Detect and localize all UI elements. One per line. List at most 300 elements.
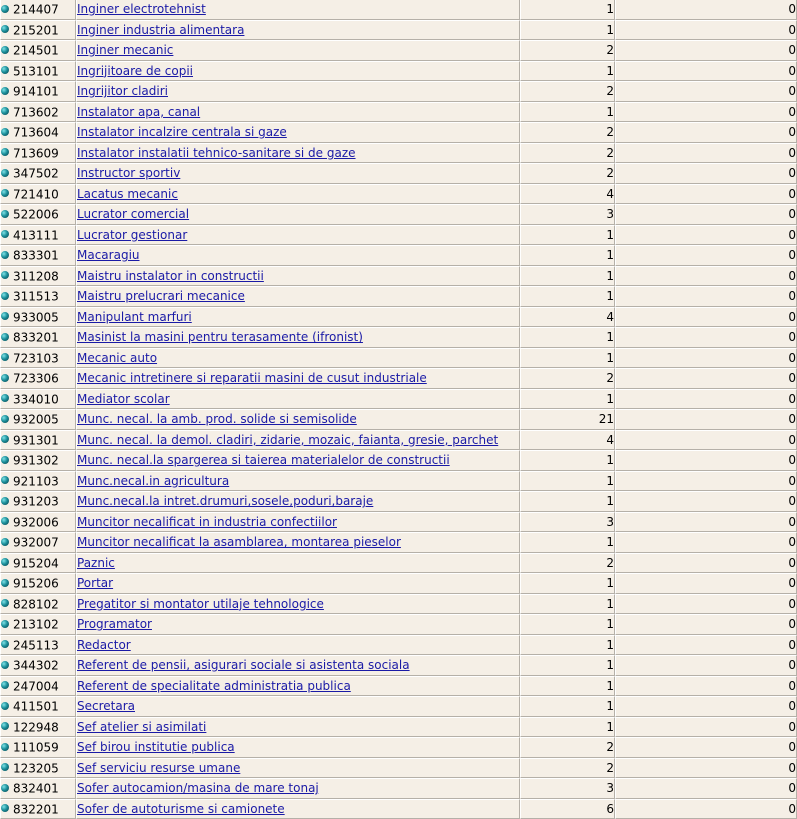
name-cell (76, 81, 520, 102)
table-row (0, 143, 797, 164)
count-secondary-cell: 0 (615, 225, 797, 246)
bullet-icon (1, 210, 9, 218)
count-secondary-cell: 0 (615, 532, 797, 553)
table-row (0, 553, 797, 574)
occupation-link[interactable]: Instalator instalatii tehnico-sanitare si de gaze (77, 146, 356, 160)
name-cell (76, 389, 520, 410)
occupation-code: 832201 (13, 802, 59, 816)
code-cell (0, 225, 76, 246)
name-cell (76, 184, 520, 205)
bullet-icon (1, 25, 9, 33)
occupation-code: 347502 (13, 167, 59, 181)
bullet-icon (1, 169, 9, 177)
table-row (0, 307, 797, 328)
count-cell: 1 (520, 532, 615, 553)
bullet-icon (1, 640, 9, 648)
count-secondary-cell: 0 (615, 40, 797, 61)
count-cell: 4 (520, 307, 615, 328)
occupation-code: 932007 (13, 536, 59, 550)
count-cell: 21 (520, 409, 615, 430)
code-cell (0, 266, 76, 287)
count-secondary-cell: 0 (615, 717, 797, 738)
code-cell (0, 512, 76, 533)
bullet-icon (1, 435, 9, 443)
table-row (0, 368, 797, 389)
count-secondary-cell: 0 (615, 512, 797, 533)
count-cell: 2 (520, 81, 615, 102)
name-cell (76, 737, 520, 758)
occupation-link[interactable]: Sef serviciu resurse umane (77, 761, 240, 775)
table-row (0, 327, 797, 348)
table-row (0, 0, 797, 20)
bullet-icon (1, 558, 9, 566)
name-cell (76, 676, 520, 697)
occupation-code: 713602 (13, 105, 59, 119)
code-cell (0, 0, 76, 20)
table-row (0, 532, 797, 553)
bullet-icon (1, 784, 9, 792)
occupation-code: 833201 (13, 331, 59, 345)
occupation-link[interactable]: Munc. necal. la demol. cladiri, zidarie, mozaic, faianta, gresie, parchet (77, 433, 498, 447)
count-cell: 1 (520, 286, 615, 307)
table-row (0, 163, 797, 184)
count-cell: 1 (520, 102, 615, 123)
count-cell: 1 (520, 717, 615, 738)
count-secondary-cell: 0 (615, 778, 797, 799)
bullet-icon (1, 148, 9, 156)
count-secondary-cell: 0 (615, 573, 797, 594)
occupation-code: 931301 (13, 433, 59, 447)
occupation-code: 931203 (13, 495, 59, 509)
code-cell (0, 327, 76, 348)
occupation-link[interactable]: Muncitor necalificat in industria confectiilor (77, 515, 337, 529)
count-cell: 1 (520, 266, 615, 287)
bullet-icon (1, 394, 9, 402)
bullet-icon (1, 681, 9, 689)
occupation-link[interactable]: Macaragiu (77, 248, 140, 262)
name-cell (76, 696, 520, 717)
name-cell (76, 655, 520, 676)
occupation-link[interactable]: Instructor sportiv (77, 166, 180, 180)
count-cell: 1 (520, 61, 615, 82)
code-cell (0, 122, 76, 143)
count-cell: 1 (520, 471, 615, 492)
occupation-link[interactable]: Muncitor necalificat la asamblarea, montarea pieselor (77, 535, 401, 549)
count-secondary-cell: 0 (615, 348, 797, 369)
occupation-code: 311513 (13, 290, 59, 304)
occupation-link[interactable]: Pregatitor si montator utilaje tehnologice (77, 597, 324, 611)
bullet-icon (1, 538, 9, 546)
occupation-link[interactable]: Inginer mecanic (77, 43, 173, 57)
count-secondary-cell: 0 (615, 0, 797, 20)
bullet-icon (1, 702, 9, 710)
code-cell (0, 594, 76, 615)
bullet-icon (1, 763, 9, 771)
count-secondary-cell: 0 (615, 696, 797, 717)
code-cell (0, 163, 76, 184)
table-row (0, 61, 797, 82)
name-cell (76, 778, 520, 799)
count-cell: 3 (520, 204, 615, 225)
name-cell (76, 20, 520, 41)
count-cell: 1 (520, 614, 615, 635)
count-cell: 1 (520, 348, 615, 369)
name-cell (76, 40, 520, 61)
table-row (0, 655, 797, 676)
count-cell: 3 (520, 778, 615, 799)
count-secondary-cell: 0 (615, 368, 797, 389)
occupation-link[interactable]: Sofer autocamion/masina de mare tonaj (77, 781, 319, 795)
bullet-icon (1, 66, 9, 74)
count-secondary-cell: 0 (615, 102, 797, 123)
count-cell: 1 (520, 573, 615, 594)
name-cell (76, 122, 520, 143)
table-row (0, 635, 797, 656)
table-row (0, 204, 797, 225)
count-cell: 1 (520, 676, 615, 697)
name-cell (76, 0, 520, 20)
occupation-code: 334010 (13, 392, 59, 406)
occupation-link[interactable]: Lucrator gestionar (77, 228, 187, 242)
table-row (0, 409, 797, 430)
count-secondary-cell: 0 (615, 799, 797, 819)
code-cell (0, 40, 76, 61)
count-cell: 3 (520, 512, 615, 533)
count-cell: 2 (520, 758, 615, 779)
table-row (0, 184, 797, 205)
code-cell (0, 430, 76, 451)
bullet-icon (1, 87, 9, 95)
occupation-code: 214501 (13, 44, 59, 58)
code-cell (0, 450, 76, 471)
count-cell: 1 (520, 635, 615, 656)
table-row (0, 614, 797, 635)
code-cell (0, 368, 76, 389)
bullet-icon (1, 128, 9, 136)
code-cell (0, 696, 76, 717)
count-cell: 1 (520, 491, 615, 512)
code-cell (0, 184, 76, 205)
bullet-icon (1, 579, 9, 587)
occupation-code: 723306 (13, 372, 59, 386)
table-row (0, 266, 797, 287)
code-cell (0, 737, 76, 758)
table-row (0, 389, 797, 410)
code-cell (0, 655, 76, 676)
table-row (0, 450, 797, 471)
occupation-code: 713609 (13, 146, 59, 160)
occupation-link[interactable]: Ingrijitoare de copii (77, 64, 193, 78)
count-secondary-cell: 0 (615, 614, 797, 635)
occupation-link[interactable]: Maistru prelucrari mecanice (77, 289, 245, 303)
occupation-link[interactable]: Programator (77, 617, 152, 631)
table-row (0, 512, 797, 533)
occupation-code: 413111 (13, 228, 59, 242)
table-row (0, 122, 797, 143)
table-row (0, 594, 797, 615)
count-secondary-cell: 0 (615, 122, 797, 143)
code-cell (0, 245, 76, 266)
table-row (0, 245, 797, 266)
table-row (0, 20, 797, 41)
code-cell (0, 614, 76, 635)
bullet-icon (1, 353, 9, 361)
occupation-code: 933005 (13, 310, 59, 324)
occupation-code: 721410 (13, 187, 59, 201)
count-secondary-cell: 0 (615, 635, 797, 656)
bullet-icon (1, 456, 9, 464)
bullet-icon (1, 497, 9, 505)
occupation-link[interactable]: Paznic (77, 556, 115, 570)
count-cell: 2 (520, 122, 615, 143)
occupation-code: 123205 (13, 761, 59, 775)
occupation-link[interactable]: Lucrator comercial (77, 207, 189, 221)
occupation-link[interactable]: Lacatus mecanic (77, 187, 178, 201)
count-cell: 2 (520, 368, 615, 389)
occupation-link[interactable]: Maistru instalator in constructii (77, 269, 264, 283)
bullet-icon (1, 743, 9, 751)
count-cell: 1 (520, 655, 615, 676)
code-cell (0, 20, 76, 41)
bullet-icon (1, 230, 9, 238)
count-secondary-cell: 0 (615, 143, 797, 164)
code-cell (0, 553, 76, 574)
table-row (0, 471, 797, 492)
count-secondary-cell: 0 (615, 81, 797, 102)
count-secondary-cell: 0 (615, 389, 797, 410)
occupation-link[interactable]: Sef birou institutie publica (77, 740, 235, 754)
count-secondary-cell: 0 (615, 286, 797, 307)
count-secondary-cell: 0 (615, 204, 797, 225)
count-cell: 1 (520, 450, 615, 471)
count-secondary-cell: 0 (615, 245, 797, 266)
table-row (0, 737, 797, 758)
bullet-icon (1, 107, 9, 115)
count-secondary-cell: 0 (615, 471, 797, 492)
table-row (0, 491, 797, 512)
name-cell (76, 491, 520, 512)
code-cell (0, 307, 76, 328)
name-cell (76, 163, 520, 184)
name-cell (76, 573, 520, 594)
occupation-link[interactable]: Instalator apa, canal (77, 105, 200, 119)
count-cell: 1 (520, 594, 615, 615)
occupation-link[interactable]: Masinist la masini pentru terasamente (ifronist) (77, 330, 363, 344)
count-secondary-cell: 0 (615, 430, 797, 451)
occupation-code: 828102 (13, 597, 59, 611)
code-cell (0, 204, 76, 225)
occupation-code: 245113 (13, 638, 59, 652)
count-cell: 4 (520, 184, 615, 205)
name-cell (76, 471, 520, 492)
code-cell (0, 532, 76, 553)
count-secondary-cell: 0 (615, 491, 797, 512)
name-cell (76, 717, 520, 738)
occupation-link[interactable]: Redactor (77, 638, 131, 652)
table-row (0, 102, 797, 123)
occupation-code: 915206 (13, 577, 59, 591)
code-cell (0, 635, 76, 656)
count-cell: 2 (520, 40, 615, 61)
occupation-code: 832401 (13, 782, 59, 796)
name-cell (76, 143, 520, 164)
bullet-icon (1, 415, 9, 423)
code-cell (0, 717, 76, 738)
bullet-icon (1, 251, 9, 259)
table-row (0, 676, 797, 697)
bullet-icon (1, 271, 9, 279)
code-cell (0, 409, 76, 430)
occupation-code: 122948 (13, 720, 59, 734)
bullet-icon (1, 189, 9, 197)
table-row (0, 348, 797, 369)
count-secondary-cell: 0 (615, 594, 797, 615)
occupation-code: 914101 (13, 85, 59, 99)
code-cell (0, 389, 76, 410)
occupation-code: 513101 (13, 64, 59, 78)
name-cell (76, 245, 520, 266)
bullet-icon (1, 661, 9, 669)
count-cell: 1 (520, 327, 615, 348)
occupation-code: 915204 (13, 556, 59, 570)
bullet-icon (1, 599, 9, 607)
table-row (0, 696, 797, 717)
occupation-link[interactable]: Mecanic intretinere si reparatii masini de cusut industriale (77, 371, 427, 385)
count-cell: 2 (520, 143, 615, 164)
name-cell (76, 266, 520, 287)
count-secondary-cell: 0 (615, 676, 797, 697)
bullet-icon (1, 46, 9, 54)
count-cell: 4 (520, 430, 615, 451)
occupation-link[interactable]: Inginer electrotehnist (77, 2, 206, 16)
name-cell (76, 327, 520, 348)
name-cell (76, 286, 520, 307)
name-cell (76, 368, 520, 389)
table-row (0, 573, 797, 594)
bullet-icon (1, 374, 9, 382)
count-secondary-cell: 0 (615, 737, 797, 758)
code-cell (0, 676, 76, 697)
count-secondary-cell: 0 (615, 655, 797, 676)
table-row (0, 717, 797, 738)
name-cell (76, 61, 520, 82)
bullet-icon (1, 5, 9, 13)
code-cell (0, 61, 76, 82)
name-cell (76, 758, 520, 779)
code-cell (0, 799, 76, 819)
table-row (0, 40, 797, 61)
count-cell: 1 (520, 245, 615, 266)
occupation-link[interactable]: Referent de specialitate administratia publica (77, 679, 351, 693)
occupation-link[interactable]: Munc. necal. la amb. prod. solide si semisolide (77, 412, 357, 426)
occupation-code: 344302 (13, 659, 59, 673)
name-cell (76, 450, 520, 471)
occupation-code: 215201 (13, 23, 59, 37)
bullet-icon (1, 476, 9, 484)
occupation-link[interactable]: Munc. necal.la spargerea si taierea materialelor de constructii (77, 453, 450, 467)
count-cell: 1 (520, 225, 615, 246)
code-cell (0, 471, 76, 492)
occupation-link[interactable]: Sofer de autoturisme si camionete (77, 802, 285, 816)
bullet-icon (1, 722, 9, 730)
code-cell (0, 573, 76, 594)
count-secondary-cell: 0 (615, 184, 797, 205)
occupation-link[interactable]: Referent de pensii, asigurari sociale si asistenta sociala (77, 658, 410, 672)
count-cell: 1 (520, 20, 615, 41)
count-cell: 2 (520, 163, 615, 184)
code-cell (0, 491, 76, 512)
occupation-code: 247004 (13, 679, 59, 693)
table-row (0, 778, 797, 799)
code-cell (0, 758, 76, 779)
name-cell (76, 204, 520, 225)
bullet-icon (1, 620, 9, 628)
table-row (0, 225, 797, 246)
count-cell: 2 (520, 553, 615, 574)
occupation-link[interactable]: Inginer industria alimentara (77, 23, 244, 37)
name-cell (76, 225, 520, 246)
occupation-code: 833301 (13, 249, 59, 263)
name-cell (76, 307, 520, 328)
name-cell (76, 102, 520, 123)
name-cell (76, 532, 520, 553)
code-cell (0, 348, 76, 369)
occupation-code: 522006 (13, 208, 59, 222)
occupation-link[interactable]: Instalator incalzire centrala si gaze (77, 125, 287, 139)
name-cell (76, 614, 520, 635)
count-secondary-cell: 0 (615, 163, 797, 184)
occupation-code: 411501 (13, 700, 59, 714)
name-cell (76, 635, 520, 656)
occupation-link[interactable]: Secretara (77, 699, 135, 713)
count-secondary-cell: 0 (615, 307, 797, 328)
occupation-code: 713604 (13, 126, 59, 140)
occupation-link[interactable]: Manipulant marfuri (77, 310, 192, 324)
occupation-code: 213102 (13, 618, 59, 632)
occupation-code: 932006 (13, 515, 59, 529)
table-row (0, 758, 797, 779)
occupation-code: 921103 (13, 474, 59, 488)
count-cell: 2 (520, 737, 615, 758)
occupation-link[interactable]: Ingrijitor cladiri (77, 84, 168, 98)
name-cell (76, 409, 520, 430)
occupation-code: 931302 (13, 454, 59, 468)
occupation-link[interactable]: Sef atelier si asimilati (77, 720, 206, 734)
occupation-code: 111059 (13, 741, 59, 755)
occupation-link[interactable]: Mediator scolar (77, 392, 170, 406)
name-cell (76, 553, 520, 574)
code-cell (0, 778, 76, 799)
table-row (0, 430, 797, 451)
occupation-link[interactable]: Munc.necal.in agricultura (77, 474, 229, 488)
code-cell (0, 286, 76, 307)
count-secondary-cell: 0 (615, 450, 797, 471)
code-cell (0, 102, 76, 123)
occupation-link[interactable]: Mecanic auto (77, 351, 157, 365)
occupation-link[interactable]: Munc.necal.la intret.drumuri,sosele,poduri,baraje (77, 494, 373, 508)
name-cell (76, 430, 520, 451)
bullet-icon (1, 333, 9, 341)
count-secondary-cell: 0 (615, 20, 797, 41)
occupation-link[interactable]: Portar (77, 576, 113, 590)
code-cell (0, 81, 76, 102)
count-cell: 1 (520, 389, 615, 410)
table-row (0, 286, 797, 307)
count-secondary-cell: 0 (615, 61, 797, 82)
occupation-code: 311208 (13, 269, 59, 283)
bullet-icon (1, 804, 9, 812)
count-secondary-cell: 0 (615, 327, 797, 348)
